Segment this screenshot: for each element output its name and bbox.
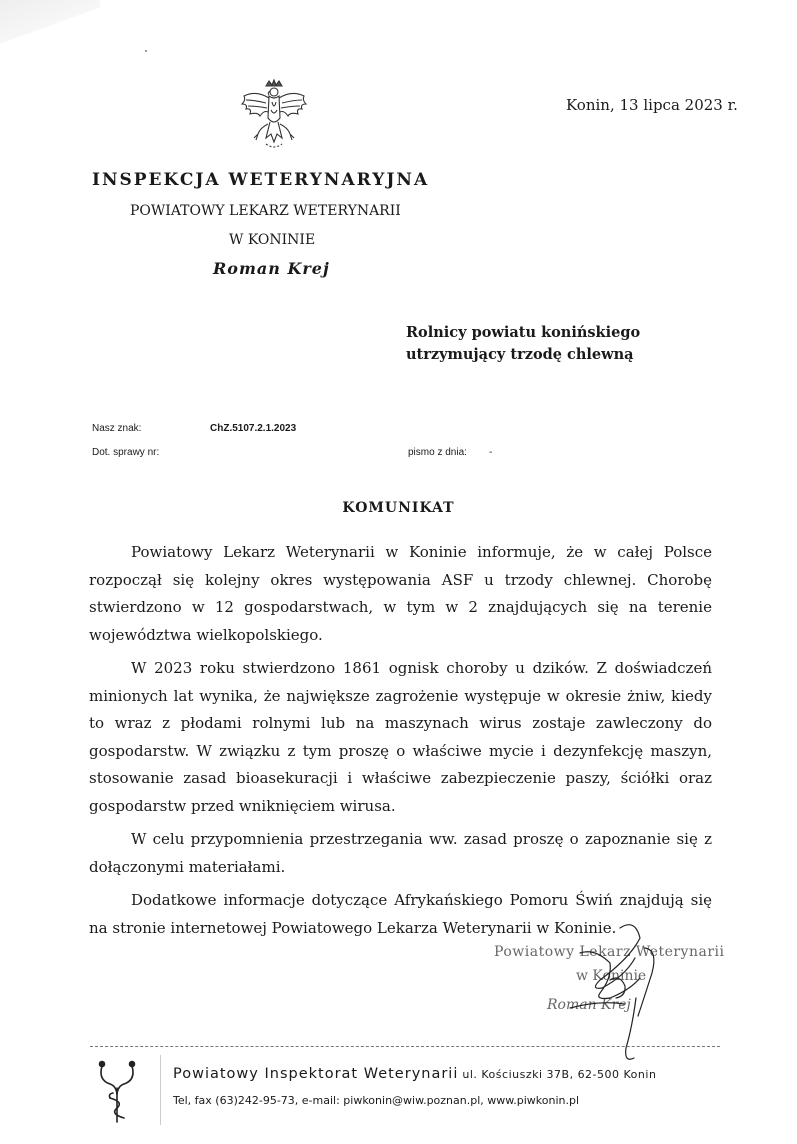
letter-date-label: pismo z dnia:	[408, 447, 467, 458]
recipient-line-2: utrzymujący trzodę chlewną	[406, 346, 634, 363]
scan-dot	[145, 50, 147, 52]
stamp-line-3: Roman Krej	[547, 997, 631, 1013]
footer-institution-name: Powiatowy Inspektorat Weterynarii	[173, 1066, 459, 1082]
institution-subtitle-1: POWIATOWY LEKARZ WETERYNARII	[130, 203, 401, 219]
institution-name: INSPEKCJA WETERYNARYJNA	[92, 170, 430, 190]
letter-date-value: -	[489, 447, 493, 458]
institution-subtitle-2: W KONINIE	[229, 232, 316, 248]
veterinary-caduceus-icon	[96, 1058, 138, 1126]
footer-divider-line	[90, 1046, 720, 1047]
our-sign-label: Nasz znak:	[92, 423, 142, 434]
stamp-line-1: Powiatowy Lekarz Weterynarii	[494, 944, 725, 960]
document-title: KOMUNIKAT	[342, 500, 455, 516]
recipient-line-1: Rolnicy powiatu konińskiego	[406, 324, 641, 341]
stamp-line-2: w Koninie	[576, 968, 647, 984]
footer-institution	[173, 1066, 656, 1082]
body-paragraph-3: W celu przypomnienia przestrzegania ww. zasad proszę o zapoznanie się z dołączonymi materiałami.	[89, 830, 712, 876]
footer-address: ul. Kościuszki 37B, 62-500 Konin	[462, 1068, 657, 1081]
body-paragraph-2: W 2023 roku stwierdzono 1861 ognisk choroby u dzików. Z doświadczeń minionych lat wynika, że największe zagrożenie występuje w okresie żniw, kiedy to wraz z płodami rolnymi lub na maszynach wirus zostaje zawleczony do gospodarstw. W związku z tym proszę o właściwe mycie i dezynfekcję maszyn, stosowanie zasad bioasekuracji i właściwe zabezpieczenie paszy, ściółki oraz gospodarstw przed wniknięciem wirusa.	[89, 659, 712, 815]
our-sign-value: ChZ.5107.2.1.2023	[210, 423, 297, 434]
body-paragraph-1: Powiatowy Lekarz Weterynarii w Koninie informuje, że w całej Polsce rozpoczął się kolejny okres występowania ASF u trzody chlewnej. Chorobę stwierdzono w 12 gospodarstwach, w tym w 2 znajdujących się na terenie województwa wielkopolskiego.	[89, 543, 712, 644]
letter-body	[89, 539, 712, 948]
place-date: Konin, 13 lipca 2023 r.	[566, 96, 738, 114]
footer-vertical-divider	[160, 1055, 161, 1125]
recipient-block	[406, 322, 640, 366]
case-number-label: Dot. sprawy nr:	[92, 447, 160, 458]
institution-person: Roman Krej	[213, 259, 330, 278]
body-paragraph-4: Dodatkowe informacje dotyczące Afrykańskiego Pomoru Świń znajdują się na stronie internetowej Powiatowego Lekarza Weterynarii w Koninie.	[89, 891, 712, 937]
scan-corner-shadow	[0, 0, 100, 60]
footer-contact: Tel, fax (63)242-95-73, e-mail: piwkonin@wiw.poznan.pl, www.piwkonin.pl	[173, 1094, 580, 1107]
white-eagle-emblem-icon	[236, 78, 312, 158]
